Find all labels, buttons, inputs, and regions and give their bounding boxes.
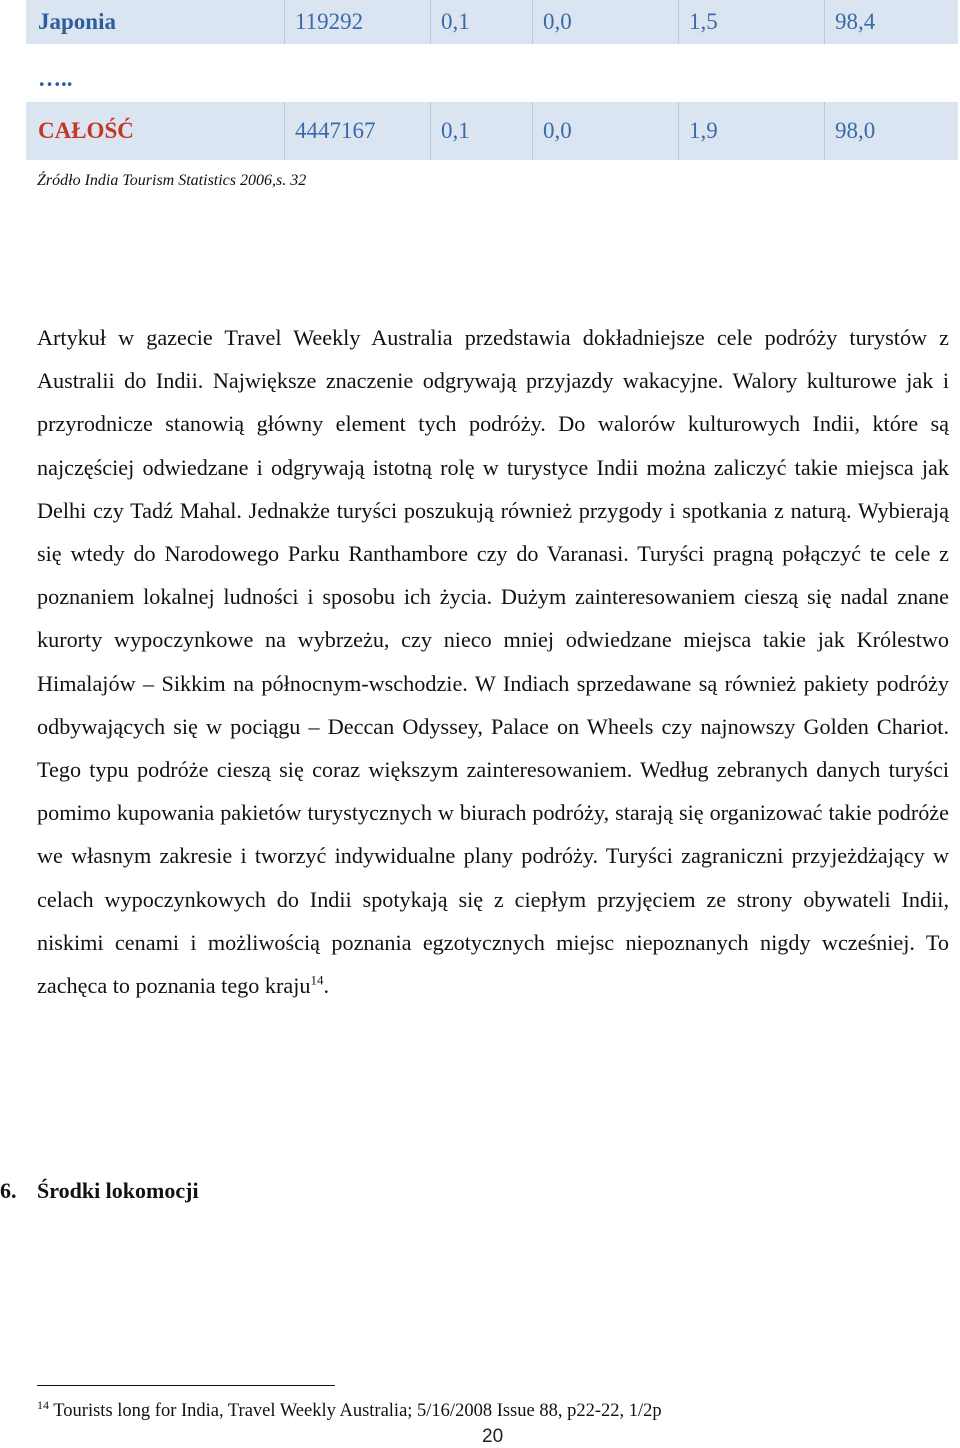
paragraph-text: Artykuł w gazecie Travel Weekly Australia przedstawia dokładniejsze cele podróży turystów z Australii do Indii. Największe znaczenie odgrywają przyjazdy wakacyjne. Walory kulturowe jak i przyrodnicze stanowią główny element tych podróży. Do walorów kulturowych Indii, które są najczęściej odwiedzane i odgrywają istotną rolę w turystyce Indii można zaliczyć takie miejsca jak Delhi czy Tadź Mahal. Jednakże turyści poszukują również przygody i spotkania z naturą. Wybierają się wtedy do Narodowego Parku Ranthambore czy do Varanasi. Turyści pragną połączyć te cele z poznaniem lokalnej ludności i sposobu ich życia. Dużym zainteresowaniem cieszą się nadal znane kurorty wypoczynkowe na wybrzeżu, czy nieco mniej odwiedzane miejsca takie jak Królestwo Himalajów – Sikkim na północnym-wschodzie. W Indiach sprzedawane są również pakiety podróży odbywających się w pociągu – Deccan Odyssey, Palace on Wheels czy najnowszy Golden Chariot. Tego typu podróże cieszą się coraz większym zainteresowaniem. Według zebranych danych turyści pomimo kupowania pakietów turystycznych w biurach podróży, starają się organizować takie podróże we własnym zakresie i tworzyć indywidualne plany podróży. Turyści zagraniczni przyjeżdżający w celach wypoczynkowych do Indii spotykają się z ciepłym przyjęciem ze strony obywateli Indii, niskimi cenami i możliwością poznania egzotycznych miejsc niepoznanych nigdy wcześniej. To zachęca to poznania tego kraju (37, 325, 949, 999)
section-title: Środki lokomocji (37, 1178, 199, 1203)
page-number: 20 (482, 1426, 504, 1447)
table-source: Źródło India Tourism Statistics 2006,s. 32 (37, 172, 307, 189)
table-row (26, 0, 958, 44)
row-value (678, 44, 824, 102)
row-value: 0,0 (532, 0, 678, 44)
row-total: 4447167 (284, 102, 430, 160)
row-value: 98,0 (824, 102, 958, 160)
footnote-ref[interactable]: 14 (310, 972, 324, 988)
row-total (284, 44, 430, 102)
paragraph-end: . (323, 973, 330, 999)
table-row-total (26, 102, 958, 160)
row-value: 1,5 (678, 0, 824, 44)
row-value (430, 44, 532, 102)
footnote (37, 1398, 662, 1422)
row-name: Japonia (38, 9, 116, 34)
row-name: CAŁOŚĆ (38, 118, 134, 143)
row-value (532, 44, 678, 102)
row-ellipsis: ….. (38, 66, 73, 91)
section-heading (0, 1178, 199, 1204)
row-value: 98,4 (824, 0, 958, 44)
row-value: 0,1 (430, 102, 532, 160)
row-value: 0,0 (532, 102, 678, 160)
footnote-mark: 14 (37, 1398, 49, 1412)
row-value (824, 44, 958, 102)
row-value: 0,1 (430, 0, 532, 44)
footnote-text: Tourists long for India, Travel Weekly Australia; 5/16/2008 Issue 88, p22-22, 1/2p (49, 1401, 662, 1422)
footnote-divider (37, 1385, 335, 1386)
row-total: 119292 (284, 0, 430, 44)
statistics-table (26, 0, 958, 160)
body-paragraph (37, 316, 949, 1007)
section-number: 6. (0, 1178, 17, 1203)
row-value: 1,9 (678, 102, 824, 160)
table-row (26, 44, 958, 102)
